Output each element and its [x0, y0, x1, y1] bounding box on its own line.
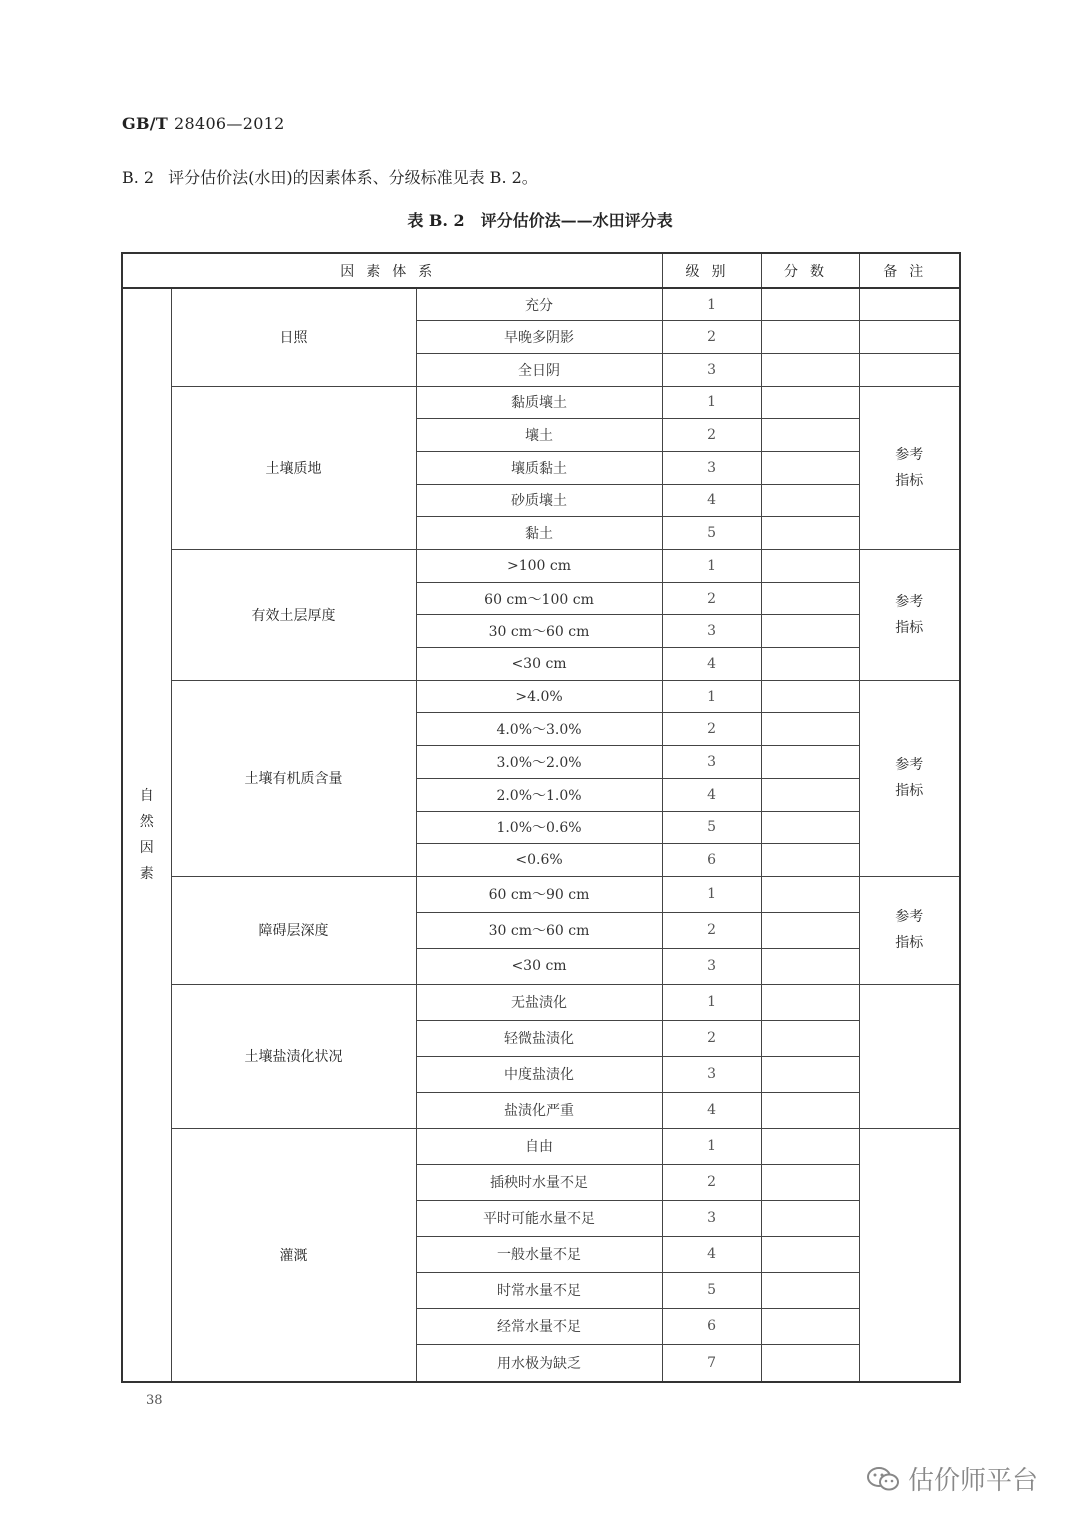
- level-cell: 3: [662, 353, 761, 386]
- option-cell: 2.0%～1.0%: [416, 778, 662, 811]
- table-body: [122, 288, 960, 1382]
- option-cell: 4.0%～3.0%: [416, 713, 662, 746]
- level-cell: 1: [662, 680, 761, 713]
- page-number: 38: [146, 1393, 163, 1408]
- level-cell: 3: [662, 1056, 761, 1092]
- score-cell[interactable]: [761, 713, 859, 746]
- header-level: 级别: [662, 253, 761, 288]
- table-row: [122, 288, 960, 321]
- option-cell: 30 cm～60 cm: [416, 615, 662, 648]
- table-row: [122, 680, 960, 713]
- option-cell: 经常水量不足: [416, 1308, 662, 1344]
- score-cell[interactable]: [761, 288, 859, 321]
- remark-cell: 参考 指标: [859, 386, 960, 549]
- score-cell[interactable]: [761, 1200, 859, 1236]
- remark-cell: 参考 指标: [859, 876, 960, 984]
- remark-cell: [859, 984, 960, 1128]
- factor-name-cell: 障碍层深度: [171, 876, 416, 984]
- score-cell[interactable]: [761, 1092, 859, 1128]
- option-cell: 时常水量不足: [416, 1272, 662, 1308]
- level-cell: 2: [662, 1020, 761, 1056]
- option-cell: 无盐渍化: [416, 984, 662, 1020]
- option-cell: 全日阴: [416, 353, 662, 386]
- table-row: [122, 984, 960, 1020]
- score-cell[interactable]: [761, 615, 859, 648]
- option-cell: 3.0%～2.0%: [416, 746, 662, 779]
- option-cell: 砂质壤土: [416, 484, 662, 517]
- option-cell: <0.6%: [416, 844, 662, 877]
- level-cell: 2: [662, 1164, 761, 1200]
- level-cell: 2: [662, 321, 761, 354]
- option-cell: 壤质黏土: [416, 451, 662, 484]
- table-header-row: [122, 253, 960, 288]
- level-cell: 1: [662, 386, 761, 419]
- score-cell[interactable]: [761, 648, 859, 681]
- table-row: [122, 386, 960, 419]
- wechat-icon: [866, 1465, 900, 1493]
- watermark-text: 估价师平台: [908, 1466, 1039, 1496]
- option-cell: 自由: [416, 1128, 662, 1164]
- level-cell: 3: [662, 615, 761, 648]
- score-cell[interactable]: [761, 1272, 859, 1308]
- factor-name-cell: 灌溉: [171, 1128, 416, 1382]
- option-cell: 插秧时水量不足: [416, 1164, 662, 1200]
- option-cell: 中度盐渍化: [416, 1056, 662, 1092]
- option-cell: 平时可能水量不足: [416, 1200, 662, 1236]
- level-cell: 5: [662, 517, 761, 550]
- level-cell: 1: [662, 876, 761, 912]
- score-cell[interactable]: [761, 1308, 859, 1344]
- score-cell[interactable]: [761, 1236, 859, 1272]
- score-cell[interactable]: [761, 484, 859, 517]
- factor-name-cell: 有效土层厚度: [171, 550, 416, 681]
- watermark: [866, 1460, 1038, 1497]
- level-cell: 4: [662, 648, 761, 681]
- score-cell[interactable]: [761, 419, 859, 452]
- remark-cell: [859, 321, 960, 354]
- score-cell[interactable]: [761, 353, 859, 386]
- level-cell: 2: [662, 912, 761, 948]
- score-cell[interactable]: [761, 680, 859, 713]
- option-cell: >100 cm: [416, 550, 662, 583]
- table-row: [122, 550, 960, 583]
- score-cell[interactable]: [761, 1056, 859, 1092]
- score-cell[interactable]: [761, 984, 859, 1020]
- level-cell: 3: [662, 1200, 761, 1236]
- score-cell[interactable]: [761, 517, 859, 550]
- option-cell: 盐渍化严重: [416, 1092, 662, 1128]
- option-cell: 1.0%～0.6%: [416, 811, 662, 844]
- option-cell: 用水极为缺乏: [416, 1344, 662, 1382]
- remark-cell: [859, 353, 960, 386]
- level-cell: 1: [662, 550, 761, 583]
- level-cell: 6: [662, 844, 761, 877]
- level-cell: 4: [662, 484, 761, 517]
- score-cell[interactable]: [761, 948, 859, 984]
- factor-name-cell: 土壤质地: [171, 386, 416, 549]
- table-title: 表 B. 2 评分估价法——水田评分表: [407, 211, 673, 230]
- header-factor-system: 因素体系: [122, 253, 662, 288]
- score-cell[interactable]: [761, 1128, 859, 1164]
- score-cell[interactable]: [761, 386, 859, 419]
- level-cell: 2: [662, 713, 761, 746]
- score-cell[interactable]: [761, 746, 859, 779]
- option-cell: 壤土: [416, 419, 662, 452]
- remark-cell: 参考 指标: [859, 680, 960, 876]
- score-cell[interactable]: [761, 1344, 859, 1382]
- option-cell: 一般水量不足: [416, 1236, 662, 1272]
- score-cell[interactable]: [761, 321, 859, 354]
- option-cell: >4.0%: [416, 680, 662, 713]
- level-cell: 1: [662, 1128, 761, 1164]
- factor-name-cell: 土壤有机质含量: [171, 680, 416, 876]
- header-remark: 备注: [859, 253, 960, 288]
- option-cell: <30 cm: [416, 948, 662, 984]
- intro-paragraph: [122, 165, 538, 188]
- option-cell: 黏土: [416, 517, 662, 550]
- score-cell[interactable]: [761, 451, 859, 484]
- scoring-table: [121, 252, 961, 1383]
- section-number: B. 2: [122, 168, 155, 187]
- standard-prefix: GB/T: [122, 114, 169, 133]
- intro-text: 评分估价法(水田)的因素体系、分级标准见表 B. 2。: [168, 168, 538, 187]
- remark-cell: [859, 288, 960, 321]
- option-cell: <30 cm: [416, 648, 662, 681]
- level-cell: 5: [662, 1272, 761, 1308]
- level-cell: 3: [662, 948, 761, 984]
- level-cell: 4: [662, 778, 761, 811]
- category-cell: 自 然 因 素: [122, 288, 171, 1382]
- remark-cell: 参考 指标: [859, 550, 960, 681]
- level-cell: 7: [662, 1344, 761, 1382]
- option-cell: 轻微盐渍化: [416, 1020, 662, 1056]
- factor-name-cell: 日照: [171, 288, 416, 386]
- score-cell[interactable]: [761, 550, 859, 583]
- score-cell[interactable]: [761, 1020, 859, 1056]
- score-cell[interactable]: [761, 582, 859, 615]
- level-cell: 1: [662, 288, 761, 321]
- table-row: [122, 1128, 960, 1164]
- score-cell[interactable]: [761, 778, 859, 811]
- level-cell: 1: [662, 984, 761, 1020]
- level-cell: 3: [662, 746, 761, 779]
- score-cell[interactable]: [761, 1164, 859, 1200]
- level-cell: 5: [662, 811, 761, 844]
- option-cell: 黏质壤土: [416, 386, 662, 419]
- level-cell: 2: [662, 582, 761, 615]
- table-row: [122, 876, 960, 912]
- score-cell[interactable]: [761, 844, 859, 877]
- level-cell: 4: [662, 1236, 761, 1272]
- score-cell[interactable]: [761, 912, 859, 948]
- level-cell: 6: [662, 1308, 761, 1344]
- option-cell: 早晚多阴影: [416, 321, 662, 354]
- option-cell: 30 cm～60 cm: [416, 912, 662, 948]
- option-cell: 60 cm～100 cm: [416, 582, 662, 615]
- level-cell: 3: [662, 451, 761, 484]
- standard-number: 28406—2012: [174, 114, 285, 133]
- score-cell[interactable]: [761, 876, 859, 912]
- score-cell[interactable]: [761, 811, 859, 844]
- level-cell: 2: [662, 419, 761, 452]
- option-cell: 60 cm～90 cm: [416, 876, 662, 912]
- factor-name-cell: 土壤盐渍化状况: [171, 984, 416, 1128]
- option-cell: 充分: [416, 288, 662, 321]
- level-cell: 4: [662, 1092, 761, 1128]
- remark-cell: [859, 1128, 960, 1382]
- header-score: 分数: [761, 253, 859, 288]
- standard-code: [122, 114, 285, 133]
